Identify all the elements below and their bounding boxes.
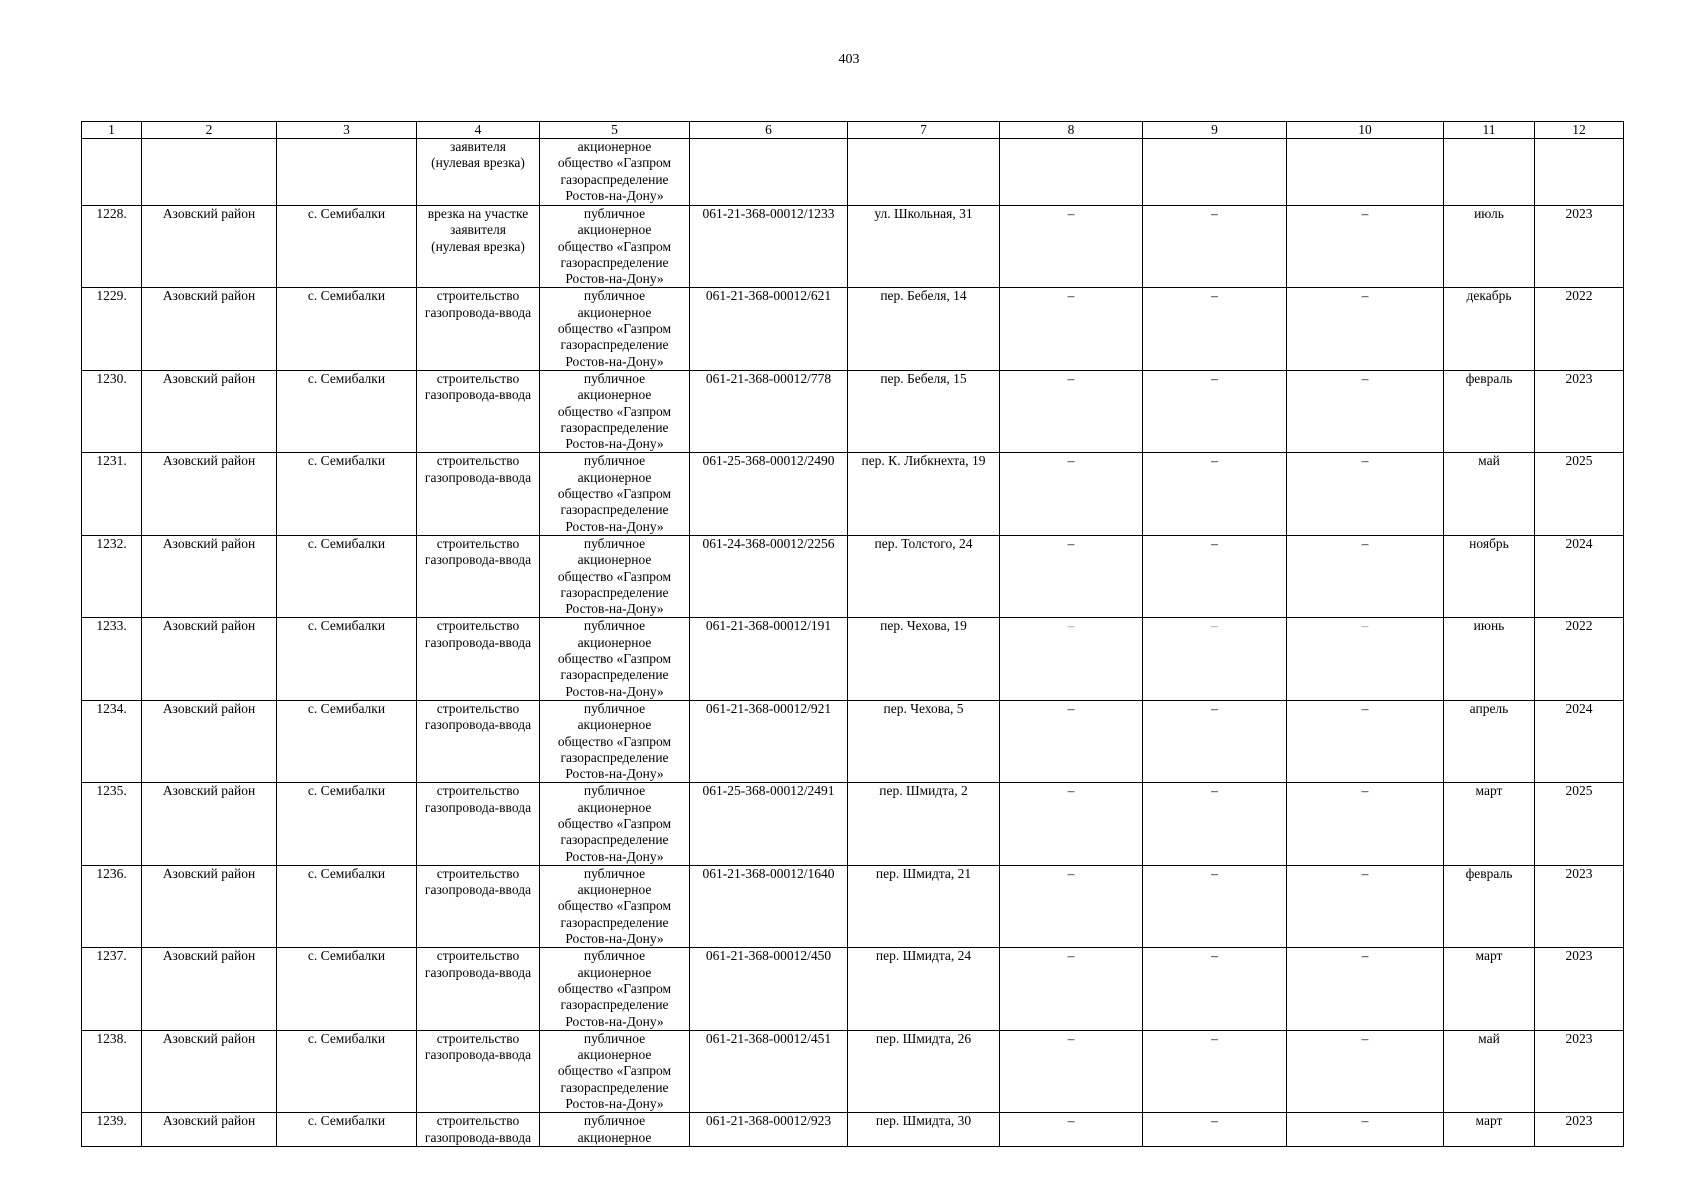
cell-work: [417, 288, 540, 370]
cell-organization: [540, 783, 690, 865]
cell-work: [417, 370, 540, 452]
org-line: публичное: [583, 206, 646, 221]
cell-year: 2024: [1535, 700, 1624, 782]
cell-col8: –: [1000, 535, 1143, 617]
cell-district: Азовский район: [142, 370, 277, 452]
cell-work: [417, 865, 540, 947]
org-line: газораспределение: [560, 171, 669, 187]
cell-col10: –: [1287, 948, 1444, 1030]
table-row: [82, 1030, 1624, 1112]
column-number-11: 11: [1444, 122, 1535, 139]
column-number-4: 4: [417, 122, 540, 139]
cell-col8: –: [1000, 288, 1143, 370]
column-number-3: 3: [277, 122, 417, 139]
cell-col8: –: [1000, 700, 1143, 782]
org-line: публичное: [583, 618, 646, 634]
table-header: [82, 122, 1624, 139]
cell-col10: –: [1287, 206, 1444, 288]
cell-col10: –: [1287, 1030, 1444, 1112]
cell-address: пер. Бебеля, 15: [848, 370, 1000, 452]
org-line: акционерное: [577, 799, 652, 815]
cell-address: пер. Бебеля, 14: [848, 288, 1000, 370]
cell-col8: –: [1000, 1030, 1143, 1112]
cell-district: Азовский район: [142, 1030, 277, 1112]
cell-code: 061-25-368-00012/2491: [690, 783, 848, 865]
table-row: [82, 206, 1624, 288]
cell-month: март: [1444, 948, 1535, 1030]
column-number-1: 1: [82, 122, 142, 139]
cell-month: [1444, 139, 1535, 206]
cell-district: Азовский район: [142, 288, 277, 370]
cell-organization: [540, 1030, 690, 1112]
cell-num: 1229.: [82, 288, 142, 370]
work-line: заявителя: [450, 222, 506, 238]
org-line: Ростов-на-Дону»: [565, 1013, 664, 1029]
table-row: [82, 865, 1624, 947]
table-row: [82, 535, 1624, 617]
org-line: общество «Газпром: [557, 486, 672, 502]
cell-district: Азовский район: [142, 535, 277, 617]
work-line: газопровода-ввода: [424, 882, 532, 898]
cell-num: 1231.: [82, 453, 142, 535]
cell-col9: –: [1143, 288, 1287, 370]
cell-organization: [540, 535, 690, 617]
cell-num: 1233.: [82, 618, 142, 700]
org-line: газораспределение: [560, 997, 669, 1013]
cell-address: ул. Школьная, 31: [848, 206, 1000, 288]
org-line: публичное: [583, 1030, 646, 1046]
column-number-8: 8: [1000, 122, 1143, 139]
cell-settlement: с. Семибалки: [277, 700, 417, 782]
org-line: Ростов-на-Дону»: [565, 766, 664, 782]
work-line: заявителя: [450, 139, 506, 154]
cell-num: 1230.: [82, 370, 142, 452]
cell-district: Азовский район: [142, 206, 277, 288]
org-line: общество «Газпром: [557, 321, 672, 337]
cell-code: 061-21-368-00012/778: [690, 370, 848, 452]
table-row: [82, 700, 1624, 782]
work-line: строительство: [436, 453, 520, 469]
org-line: акционерное: [577, 1047, 652, 1063]
cell-col8: –: [1000, 618, 1143, 700]
work-line: строительство: [436, 783, 520, 799]
cell-col9: –: [1143, 453, 1287, 535]
cell-code: 061-25-368-00012/2490: [690, 453, 848, 535]
work-line: (нулевая врезка): [431, 155, 525, 171]
org-line: Ростов-на-Дону»: [565, 848, 664, 864]
cell-settlement: с. Семибалки: [277, 618, 417, 700]
cell-col8: –: [1000, 206, 1143, 288]
org-line: общество «Газпром: [557, 733, 672, 749]
gas-connection-table: [81, 121, 1624, 1147]
cell-code: 061-21-368-00012/923: [690, 1113, 848, 1147]
org-line: газораспределение: [560, 1079, 669, 1095]
org-line: Ростов-на-Дону»: [565, 518, 664, 534]
cell-month: июль: [1444, 206, 1535, 288]
org-line: общество «Газпром: [557, 815, 672, 831]
table-row: [82, 370, 1624, 452]
cell-settlement: с. Семибалки: [277, 370, 417, 452]
cell-num: 1234.: [82, 700, 142, 782]
work-line: строительство: [436, 370, 520, 386]
cell-month: февраль: [1444, 370, 1535, 452]
org-line: Ростов-на-Дону»: [565, 436, 664, 452]
cell-work: [417, 139, 540, 206]
cell-col9: –: [1143, 618, 1287, 700]
org-line: Ростов-на-Дону»: [565, 683, 664, 699]
org-line: публичное: [583, 1113, 646, 1129]
org-line: газораспределение: [560, 419, 669, 435]
cell-organization: [540, 865, 690, 947]
work-line: газопровода-ввода: [424, 387, 532, 403]
cell-col8: –: [1000, 453, 1143, 535]
work-line: газопровода-ввода: [424, 469, 532, 485]
cell-organization: [540, 288, 690, 370]
org-line: газораспределение: [560, 914, 669, 930]
cell-address: пер. Чехова, 19: [848, 618, 1000, 700]
cell-settlement: с. Семибалки: [277, 206, 417, 288]
cell-num: 1237.: [82, 948, 142, 1030]
column-number-9: 9: [1143, 122, 1287, 139]
cell-col9: –: [1143, 948, 1287, 1030]
cell-district: Азовский район: [142, 700, 277, 782]
cell-organization: [540, 206, 690, 288]
column-number-5: 5: [540, 122, 690, 139]
cell-work: [417, 453, 540, 535]
cell-year: 2022: [1535, 618, 1624, 700]
cell-col10: –: [1287, 1113, 1444, 1147]
org-line: общество «Газпром: [557, 980, 672, 996]
cell-organization: [540, 700, 690, 782]
cell-year: 2023: [1535, 948, 1624, 1030]
cell-col9: –: [1143, 206, 1287, 288]
cell-year: 2022: [1535, 288, 1624, 370]
cell-work: [417, 1030, 540, 1112]
cell-col10: –: [1287, 618, 1444, 700]
column-number-2: 2: [142, 122, 277, 139]
cell-work: [417, 535, 540, 617]
cell-code: 061-21-368-00012/451: [690, 1030, 848, 1112]
work-line: строительство: [436, 288, 520, 304]
cell-address: пер. К. Либкнехта, 19: [848, 453, 1000, 535]
cell-settlement: с. Семибалки: [277, 535, 417, 617]
work-line: строительство: [436, 1113, 520, 1129]
cell-col10: –: [1287, 288, 1444, 370]
cell-col9: –: [1143, 1113, 1287, 1147]
cell-col8: –: [1000, 783, 1143, 865]
work-line: газопровода-ввода: [424, 552, 532, 568]
org-line: публичное: [583, 288, 646, 304]
cell-col9: –: [1143, 535, 1287, 617]
org-line: публичное: [583, 783, 646, 799]
cell-col10: –: [1287, 535, 1444, 617]
cell-district: Азовский район: [142, 453, 277, 535]
work-line: строительство: [436, 535, 520, 551]
cell-year: 2023: [1535, 370, 1624, 452]
org-line: публичное: [583, 453, 646, 469]
org-line: газораспределение: [560, 254, 669, 270]
work-line: строительство: [436, 1030, 520, 1046]
cell-num: [82, 139, 142, 206]
cell-num: 1228.: [82, 206, 142, 288]
org-line: газораспределение: [560, 337, 669, 353]
org-line: акционерное: [577, 964, 652, 980]
work-line: строительство: [436, 618, 520, 634]
cell-settlement: с. Семибалки: [277, 453, 417, 535]
work-line: строительство: [436, 700, 520, 716]
cell-work: [417, 700, 540, 782]
cell-code: 061-21-368-00012/191: [690, 618, 848, 700]
cell-month: ноябрь: [1444, 535, 1535, 617]
cell-code: 061-21-368-00012/1233: [690, 206, 848, 288]
cell-col9: –: [1143, 783, 1287, 865]
table-body: [82, 139, 1624, 1147]
cell-col10: [1287, 139, 1444, 206]
cell-settlement: с. Семибалки: [277, 948, 417, 1030]
org-line: газораспределение: [560, 502, 669, 518]
table-row: [82, 453, 1624, 535]
work-line: газопровода-ввода: [424, 964, 532, 980]
org-line: публичное: [583, 370, 646, 386]
cell-col9: –: [1143, 700, 1287, 782]
column-number-6: 6: [690, 122, 848, 139]
org-line: акционерное: [577, 552, 652, 568]
org-line: Ростов-на-Дону»: [565, 1096, 664, 1112]
page-number: 403: [838, 52, 860, 67]
org-line: акционерное: [577, 387, 652, 403]
cell-district: Азовский район: [142, 783, 277, 865]
org-line: Ростов-на-Дону»: [565, 271, 664, 287]
work-line: газопровода-ввода: [424, 1047, 532, 1063]
cell-year: 2023: [1535, 1030, 1624, 1112]
cell-organization: [540, 139, 690, 206]
cell-district: [142, 139, 277, 206]
org-line: общество «Газпром: [557, 403, 672, 419]
table-row: [82, 1113, 1624, 1147]
table-row: [82, 948, 1624, 1030]
cell-code: 061-21-368-00012/1640: [690, 865, 848, 947]
org-line: газораспределение: [560, 749, 669, 765]
cell-address: пер. Шмидта, 30: [848, 1113, 1000, 1147]
cell-code: [690, 139, 848, 206]
cell-district: Азовский район: [142, 1113, 277, 1147]
cell-organization: [540, 948, 690, 1030]
table-row: [82, 783, 1624, 865]
cell-col8: –: [1000, 865, 1143, 947]
cell-num: 1236.: [82, 865, 142, 947]
org-line: Ростов-на-Дону»: [565, 601, 664, 617]
org-line: акционерное: [577, 139, 652, 154]
cell-month: май: [1444, 453, 1535, 535]
cell-address: пер. Толстого, 24: [848, 535, 1000, 617]
column-number-12: 12: [1535, 122, 1624, 139]
org-line: газораспределение: [560, 832, 669, 848]
cell-col8: –: [1000, 370, 1143, 452]
cell-year: 2025: [1535, 453, 1624, 535]
work-line: газопровода-ввода: [424, 717, 532, 733]
work-line: газопровода-ввода: [424, 1129, 532, 1145]
column-number-10: 10: [1287, 122, 1444, 139]
cell-col10: –: [1287, 865, 1444, 947]
cell-col10: –: [1287, 783, 1444, 865]
cell-col8: [1000, 139, 1143, 206]
cell-col8: –: [1000, 1113, 1143, 1147]
cell-year: 2025: [1535, 783, 1624, 865]
org-line: общество «Газпром: [557, 651, 672, 667]
cell-month: декабрь: [1444, 288, 1535, 370]
org-line: общество «Газпром: [557, 568, 672, 584]
org-line: Ростов-на-Дону»: [565, 187, 664, 203]
cell-year: 2023: [1535, 1113, 1624, 1147]
cell-work: [417, 948, 540, 1030]
cell-work: [417, 618, 540, 700]
cell-code: 061-24-368-00012/2256: [690, 535, 848, 617]
cell-num: 1239.: [82, 1113, 142, 1147]
org-line: общество «Газпром: [557, 155, 672, 171]
cell-col9: –: [1143, 1030, 1287, 1112]
cell-num: 1235.: [82, 783, 142, 865]
org-line: акционерное: [577, 469, 652, 485]
cell-col10: –: [1287, 700, 1444, 782]
cell-col9: –: [1143, 370, 1287, 452]
cell-year: 2024: [1535, 535, 1624, 617]
org-line: общество «Газпром: [557, 898, 672, 914]
cell-num: 1238.: [82, 1030, 142, 1112]
org-line: общество «Газпром: [557, 1063, 672, 1079]
cell-settlement: с. Семибалки: [277, 1030, 417, 1112]
column-number-7: 7: [848, 122, 1000, 139]
cell-district: Азовский район: [142, 865, 277, 947]
org-line: акционерное: [577, 304, 652, 320]
cell-work: [417, 783, 540, 865]
cell-code: 061-21-368-00012/621: [690, 288, 848, 370]
cell-settlement: с. Семибалки: [277, 865, 417, 947]
org-line: акционерное: [577, 717, 652, 733]
cell-num: 1232.: [82, 535, 142, 617]
cell-address: пер. Чехова, 5: [848, 700, 1000, 782]
cell-address: пер. Шмидта, 26: [848, 1030, 1000, 1112]
cell-month: март: [1444, 1113, 1535, 1147]
cell-code: 061-21-368-00012/921: [690, 700, 848, 782]
cell-district: Азовский район: [142, 948, 277, 1030]
column-number-row: [82, 122, 1624, 139]
org-line: публичное: [583, 700, 646, 716]
work-line: врезка на участке: [427, 206, 529, 221]
cell-month: февраль: [1444, 865, 1535, 947]
cell-settlement: с. Семибалки: [277, 783, 417, 865]
cell-organization: [540, 370, 690, 452]
work-line: (нулевая врезка): [431, 238, 525, 254]
cell-settlement: [277, 139, 417, 206]
org-line: акционерное: [577, 1129, 652, 1145]
cell-month: март: [1444, 783, 1535, 865]
cell-settlement: с. Семибалки: [277, 1113, 417, 1147]
cell-code: 061-21-368-00012/450: [690, 948, 848, 1030]
org-line: Ростов-на-Дону»: [565, 931, 664, 947]
org-line: публичное: [583, 535, 646, 551]
org-line: общество «Газпром: [557, 238, 672, 254]
cell-district: Азовский район: [142, 618, 277, 700]
org-line: газораспределение: [560, 584, 669, 600]
cell-month: июнь: [1444, 618, 1535, 700]
org-line: акционерное: [577, 634, 652, 650]
cell-col10: –: [1287, 453, 1444, 535]
cell-address: пер. Шмидта, 2: [848, 783, 1000, 865]
work-line: газопровода-ввода: [424, 304, 532, 320]
cell-col8: –: [1000, 948, 1143, 1030]
cell-year: [1535, 139, 1624, 206]
org-line: Ростов-на-Дону»: [565, 353, 664, 369]
cell-year: 2023: [1535, 206, 1624, 288]
org-line: публичное: [583, 948, 646, 964]
cell-organization: [540, 453, 690, 535]
cell-work: [417, 206, 540, 288]
work-line: строительство: [436, 948, 520, 964]
work-line: газопровода-ввода: [424, 634, 532, 650]
cell-month: май: [1444, 1030, 1535, 1112]
work-line: строительство: [436, 865, 520, 881]
org-line: публичное: [583, 865, 646, 881]
cell-settlement: с. Семибалки: [277, 288, 417, 370]
cell-year: 2023: [1535, 865, 1624, 947]
cell-col9: –: [1143, 865, 1287, 947]
cell-work: [417, 1113, 540, 1147]
cell-address: [848, 139, 1000, 206]
org-line: акционерное: [577, 222, 652, 238]
cell-address: пер. Шмидта, 24: [848, 948, 1000, 1030]
cell-col10: –: [1287, 370, 1444, 452]
continuation-row: [82, 139, 1624, 206]
work-line: газопровода-ввода: [424, 799, 532, 815]
cell-organization: [540, 618, 690, 700]
cell-organization: [540, 1113, 690, 1147]
cell-address: пер. Шмидта, 21: [848, 865, 1000, 947]
table-row: [82, 288, 1624, 370]
cell-col9: [1143, 139, 1287, 206]
table-row: [82, 618, 1624, 700]
org-line: акционерное: [577, 882, 652, 898]
cell-month: апрель: [1444, 700, 1535, 782]
org-line: газораспределение: [560, 667, 669, 683]
